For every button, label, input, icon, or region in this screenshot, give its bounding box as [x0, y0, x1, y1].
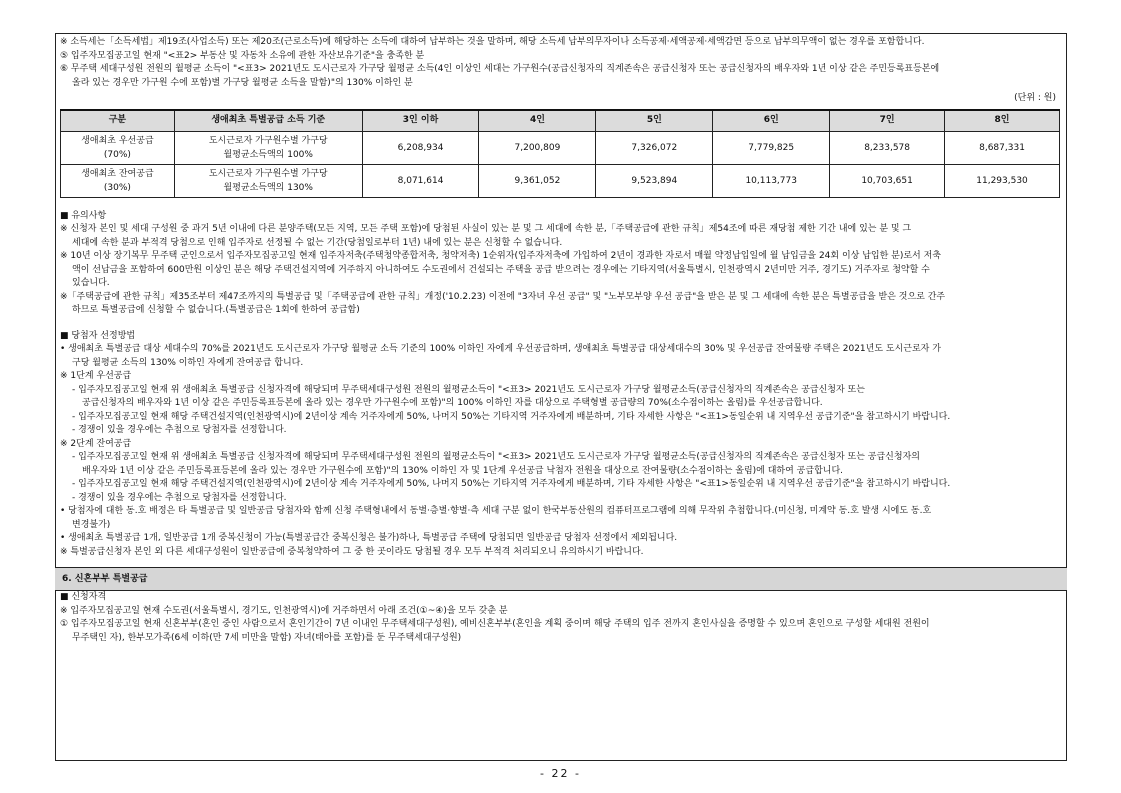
row-criteria: 도시근로자 가구원수별 가구당: [208, 168, 328, 179]
table-cell: 6,208,934: [362, 131, 479, 164]
section-6-title: 6. 신혼부부 특별공급: [55, 567, 1067, 591]
row-criteria-cell: [174, 131, 362, 164]
page-number: - 22 -: [540, 767, 581, 780]
table-header-cell: 생애최초 특별공급 소득 기준: [174, 110, 362, 132]
notice-line: 액이 선납금을 포함하여 600만원 이상인 분은 해당 주택건설지역에 거주하지 아니하여도 수도권에서 건설되는 주택을 공급 받으려는 경우에는 기타지역(서울특별시, 인천광역시 2년미만 거주, 경기도) 거주자로 청약할 수: [72, 264, 930, 275]
row-criteria-pct: 월평균소득액의 100%: [223, 149, 313, 160]
selection-list: [60, 343, 1062, 559]
table-cell: 10,703,651: [830, 164, 945, 197]
table-cell: 11,293,530: [945, 164, 1060, 197]
table-cell: 8,071,614: [362, 164, 479, 197]
row-category-pct: (70%): [103, 149, 131, 160]
text-line: 구당 월평균 소득의 130% 이하인 자에게 잔여공급 합니다.: [72, 357, 304, 368]
eligibility-list: [60, 605, 1062, 646]
income-criteria-item: ⑥ 무주택 세대구성원 전원의 월평균 소득이 "<표3> 2021년도 도시근로자 가구당 월평균 소득(4인 이상인 세대는 가구원수(공급신청자의 직계존속은 공급신청자 또는 공급신청자의 배우자와 1년 이상 같은 주민등록표등본에: [60, 64, 940, 74]
notice-line: ※ 신청자 본인 및 세대 구성원 중 과거 5년 이내에 다른 분양주택(모든 지역, 모든 주택 포함)에 당첨된 사실이 있는 분 및 그 세대에 속한 분,「주택공급에 관한 규칙」제54조에 따른 재당첨 제한 기간 내에 있는 분 및 그: [60, 224, 912, 234]
income-tax-note: ※ 소득세는「소득세법」제19조(사업소득) 또는 제20조(근로소득)에 해당하는 소득에 대하여 납부하는 것을 말하며, 해당 소득세 납부의무자이나 소득공제·세액공제·세액감면 등으로 납부의무액이 없는 경우를 포함합니다.: [60, 37, 925, 47]
row-category: 생애최초 잔여공급: [81, 168, 154, 179]
notice-line: ※ 10년 이상 장기복무 무주택 군인으로서 입주자모집공고일 현재 입주자저축(주택청약종합저축, 청약저축) 1순위자(입주자저축에 가입하여 2년이 경과한 자로서 매월 약정납입일에 월 납입금을 24회 이상 납입한 분)로서 저축: [60, 251, 941, 261]
notice-line: 하므로 특별공급에 신청할 수 없습니다.(특별공급은 1회에 한하여 공급함): [72, 305, 360, 315]
table-cell: 7,779,825: [713, 131, 830, 164]
text-line: • 당첨자에 대한 동.호 배정은 타 특별공급 및 일반공급 당첨자와 함께 신청 주택형내에서 동별·층별·향별·측 세대 구분 없이 한국부동산원의 컴퓨터프로그램에 의해 무작위 추첨합니다.(미신청, 미계약 동.호 발생 시에도 동.호: [60, 506, 932, 516]
row-criteria-pct: 월평균소득액의 130%: [223, 182, 313, 193]
table-cell: 7,326,072: [596, 131, 713, 164]
notice-heading: ■ 유의사항: [60, 210, 107, 221]
text-line: - 입주자모집공고일 현재 해당 주택건설지역(인천광역시)에 2년이상 계속 거주자에게 50%, 나머지 50%는 기타지역 거주자에게 배분하며, 기타 자세한 사항은 "<표1>동일순위 내 지역우선 공급기준"을 참고하시기 바랍니다.: [72, 411, 951, 422]
table-header-cell: 7인: [830, 110, 945, 132]
text-line: • 생애최초 특별공급 1개, 일반공급 1개 중복신청이 가능(특별공급간 중복신청은 불가)하나, 특별공급 주택에 당첨되면 일반공급 당첨자 선정에서 제외됩니다.: [60, 533, 678, 543]
notice-line: 세대에 속한 분과 부적격 당첨으로 인해 입주자로 선정될 수 없는 기간(당첨일로부터 1년) 내에 있는 분은 신청할 수 없습니다.: [72, 237, 563, 248]
eligibility-heading: ■ 신청자격: [60, 592, 107, 602]
table-header-cell: 8인: [945, 110, 1060, 132]
table-row: [61, 164, 1060, 197]
text-line: ※ 입주자모집공고일 현재 수도권(서울특별시, 경기도, 인천광역시)에 거주하면서 아래 조건(①~④)을 모두 갖춘 분: [60, 605, 508, 616]
table-header-cell: 3인 이하: [362, 110, 479, 132]
row-category-cell: [61, 131, 175, 164]
row-criteria: 도시근로자 가구원수별 가구당: [208, 135, 328, 146]
text-line: - 입주자모집공고일 현재 해당 주택건설지역(인천광역시)에 2년이상 계속 거주자에게 50%, 나머지 50%는 기타지역 거주자에게 배분하며, 기타 자세한 사항은 "<표1>동일순위 내 지역우선 공급기준"을 참고하시기 바랍니다.: [72, 479, 951, 489]
notice-line: 있습니다.: [72, 278, 110, 288]
text-line: - 경쟁이 있을 경우에는 추첨으로 당첨자를 선정합니다.: [72, 425, 287, 435]
selection-heading: ■ 당첨자 선정방법: [60, 330, 136, 341]
table-header-cell: 구분: [61, 110, 175, 132]
table-row: [61, 131, 1060, 164]
row-criteria-cell: [174, 164, 362, 197]
text-line: - 입주자모집공고일 현재 위 생애최초 특별공급 신청자격에 해당되며 무주택세대구성원 전원의 월평균소득이 "<표3> 2021년도 도시근로자 가구당 월평균소득(공급신청자의 직계존속은 공급신청자 또는: [72, 384, 865, 395]
income-criteria-item-cont: 올라 있는 경우만 가구원 수에 포함)별 가구당 월평균 소득을 말함)"의 130% 이하인 분: [72, 77, 413, 88]
table-cell: 9,361,052: [479, 164, 596, 197]
table-header-row: [61, 110, 1060, 132]
row-category-cell: [61, 164, 175, 197]
table-header-cell: 5인: [596, 110, 713, 132]
text-line: 무주택인 자), 한부모가족(6세 이하(만 7세 미만을 말함) 자녀(태아를 포함)를 둔 무주택세대구성원): [72, 632, 462, 643]
asset-criteria-item: ⑤ 입주자모집공고일 현재 "<표2> 부동산 및 자동차 소유에 관한 자산보유기준"을 충족한 분: [60, 50, 425, 61]
text-line: - 입주자모집공고일 현재 위 생애최초 특별공급 신청자격에 해당되며 무주택세대구성원 전원의 월평균소득이 "<표3> 2021년도 도시근로자 가구당 월평균소득(공급신청자의 직계존속은 공급신청자 또는 공급신청자의: [72, 452, 920, 462]
page-content: [60, 36, 1062, 645]
row-category: 생애최초 우선공급: [81, 135, 154, 146]
text-line: 공급신청자의 배우자와 1년 이상 같은 주민등록표등본에 올라 있는 경우만 가구원수에 포함)"의 100% 이하인 자를 대상으로 주택형별 공급량의 70%(소수점이하는 올림)를 우선공급합니다.: [82, 398, 823, 408]
text-line: 배우자와 1년 이상 같은 주민등록표등본에 올라 있는 경우만 가구원수에 포함)"의 130% 이하인 자 및 1단계 우선공급 낙첨자 전원을 대상으로 잔여물량(소수점이하는 올림)에 대하여 공급합니다.: [82, 465, 844, 476]
text-line: ① 입주자모집공고일 현재 신혼부부(혼인 중인 사람으로서 혼인기간이 7년 이내인 무주택세대구성원), 예비신혼부부(혼인을 계획 중이며 해당 주택의 입주 전까지 혼인사실을 증명할 수 있으며 혼인으로 구성할 세대원 전원이: [60, 619, 930, 629]
table-header-cell: 6인: [713, 110, 830, 132]
table-cell: 9,523,894: [596, 164, 713, 197]
table-cell: 8,233,578: [830, 131, 945, 164]
text-line: ※ 특별공급신청자 본인 외 다른 세대구성원이 일반공급에 중복청약하여 그 중 한 곳이라도 당첨될 경우 모두 부적격 처리되오니 유의하시기 바랍니다.: [60, 546, 644, 557]
notice-line: ※「주택공급에 관한 규칙」제35조부터 제47조까지의 특별공급 및「주택공급에 관한 규칙」개정('10.2.23) 이전에 "3자녀 우선 공급" 및 "노부모부양 우선 공급"을 받은 분 및 그 세대에 속한 분은 특별공급을 받은 것으로 간주: [60, 291, 946, 302]
text-line: ※ 2단계 잔여공급: [60, 438, 132, 449]
notice-list: [60, 223, 1062, 318]
unit-label: (단위 : 원): [1014, 93, 1056, 103]
table-cell: 10,113,773: [713, 164, 830, 197]
text-line: • 생애최초 특별공급 대상 세대수의 70%를 2021년도 도시근로자 가구당 월평균 소득 기준의 100% 이하인 자에게 우선공급하며, 생애최초 특별공급 대상세대수의 30% 및 우선공급 잔여물량 주택은 2021년도 도시근로자 가: [60, 344, 941, 354]
table-header-cell: 4인: [479, 110, 596, 132]
table-cell: 7,200,809: [479, 131, 596, 164]
income-table: [60, 109, 1060, 198]
text-line: - 경쟁이 있을 경우에는 추첨으로 당첨자를 선정합니다.: [72, 492, 287, 503]
table-cell: 8,687,331: [945, 131, 1060, 164]
row-category-pct: (30%): [103, 182, 131, 193]
text-line: 변경불가): [72, 519, 111, 530]
text-line: ※ 1단계 우선공급: [60, 371, 132, 381]
